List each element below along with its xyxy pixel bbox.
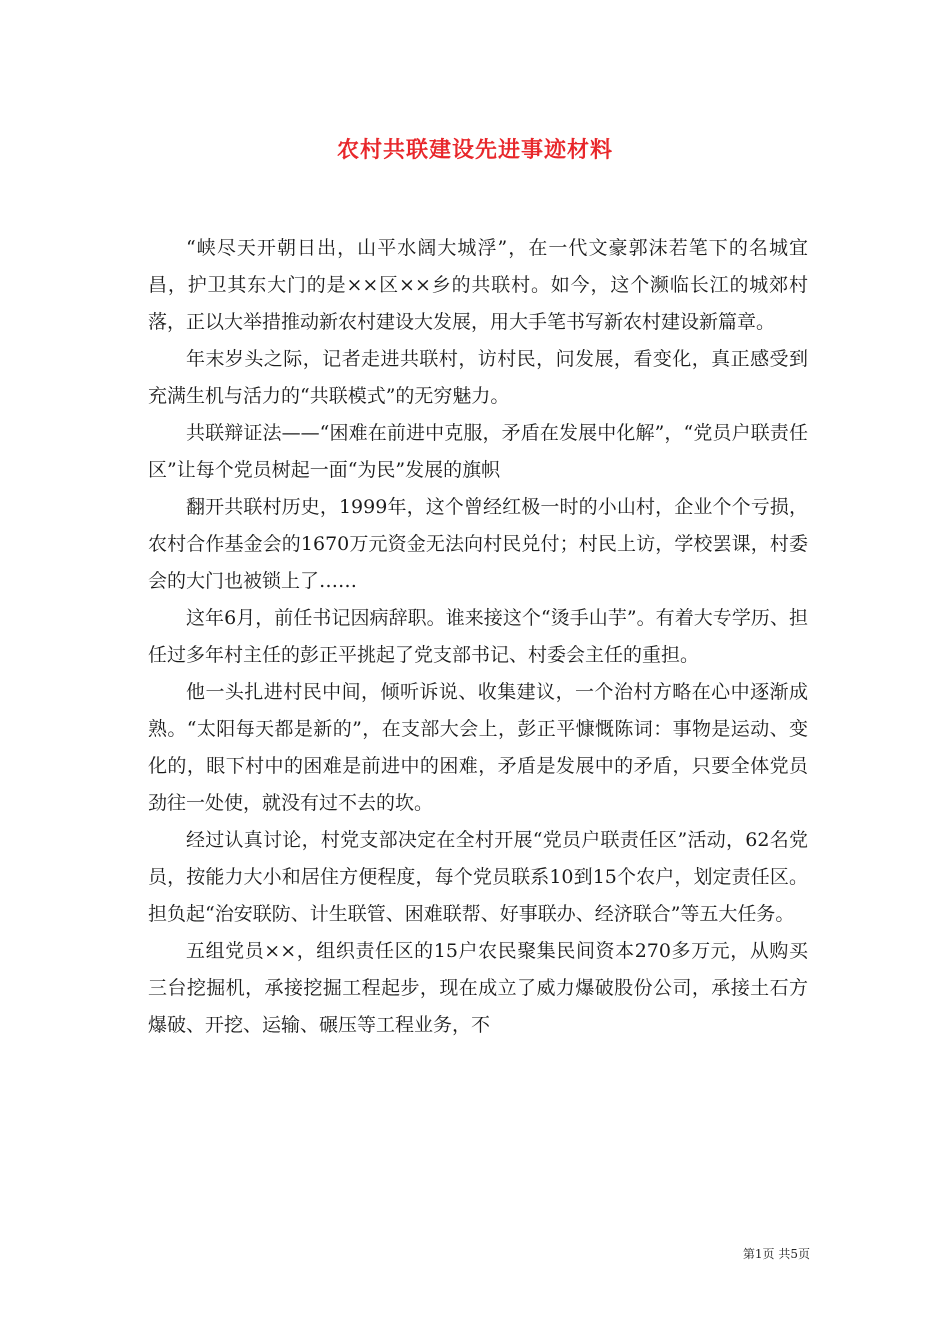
- paragraph: 经过认真讨论，村党支部决定在全村开展“党员户联责任区”活动，62名党员，按能力大小和居住方便程度，每个党员联系10到15个农户，划定责任区。担负起“治安联防、计生联管、困难联帮、好事联办、经济联合”等五大任务。: [148, 829, 808, 925]
- paragraph: 他一头扎进村民中间，倾听诉说、收集建议，一个治村方略在心中逐渐成熟。“太阳每天都是新的”，在支部大会上，彭正平慷慨陈词：事物是运动、变化的，眼下村中的困难是前进中的困难，矛盾是发展中的矛盾，只要全体党员劲往一处使，就没有过不去的坎。: [148, 681, 808, 814]
- paragraph: 年末岁头之际，记者走进共联村，访村民，问发展，看变化，真正感受到充满生机与活力的“共联模式”的无穷魅力。: [148, 348, 808, 407]
- paragraph: 这年6月，前任书记因病辞职。谁来接这个“烫手山芋”。有着大专学历、担任过多年村主任的彭正平挑起了党支部书记、村委会主任的重担。: [148, 607, 808, 666]
- paragraph: 共联辩证法——“困难在前进中克服，矛盾在发展中化解”，“党员户联责任区”让每个党员树起一面“为民”发展的旗帜: [148, 422, 808, 481]
- paragraph: 翻开共联村历史，1999年，这个曾经红极一时的小山村，企业个个亏损，农村合作基金会的1670万元资金无法向村民兑付；村民上访，学校罢课，村委会的大门也被锁上了……: [148, 496, 808, 592]
- paragraph: “峡尽天开朝日出，山平水阔大城浮”，在一代文豪郭沫若笔下的名城宜昌，护卫其东大门的是××区××乡的共联村。如今，这个濒临长江的城郊村落，正以大举措推动新农村建设大发展，用大手笔书写新农村建设新篇章。: [148, 237, 808, 333]
- document-title: 农村共联建设先进事迹材料: [336, 137, 613, 163]
- page-number: 第1页 共5页: [742, 1247, 810, 1261]
- paragraph: 五组党员××，组织责任区的15户农民聚集民间资本270多万元，从购买三台挖掘机，承接挖掘工程起步，现在成立了威力爆破股份公司，承接土石方爆破、开挖、运输、碾压等工程业务，不: [148, 940, 808, 1036]
- document-body: [148, 230, 808, 1044]
